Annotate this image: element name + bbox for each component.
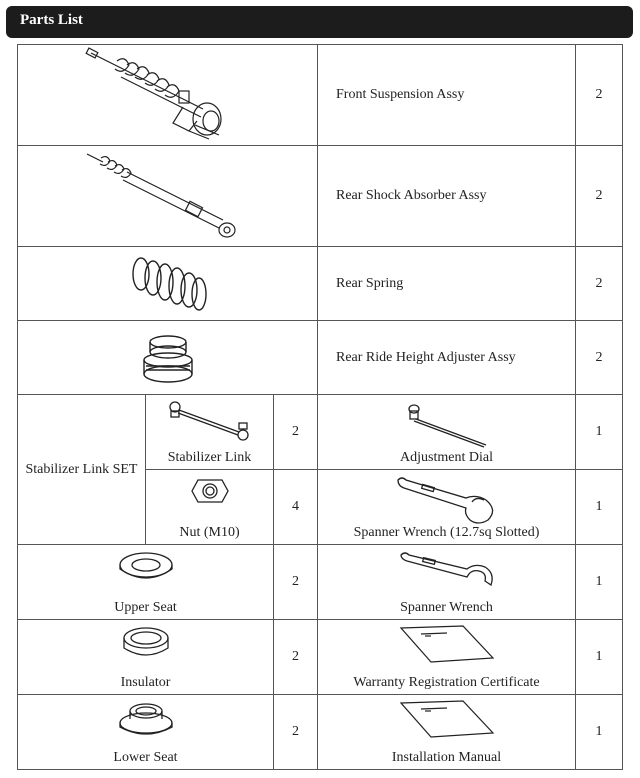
part-qty: 2 — [576, 45, 623, 146]
part-qty: 4 — [274, 470, 318, 545]
part-qty: 2 — [274, 695, 318, 770]
part-qty: 2 — [274, 395, 318, 470]
part-qty: 2 — [576, 321, 623, 395]
part-image-cell — [146, 395, 274, 470]
slotted-spanner-illustration — [392, 474, 502, 524]
part-qty: 1 — [576, 395, 623, 470]
rear-shock-illustration — [83, 148, 253, 244]
part-qty: 1 — [576, 695, 623, 770]
table-row — [18, 395, 623, 470]
nut-illustration — [190, 474, 230, 508]
page-title: Parts List — [20, 12, 83, 28]
part-qty: 2 — [576, 146, 623, 247]
part-image-cell — [18, 146, 318, 247]
part-name: Rear Shock Absorber Assy — [318, 146, 576, 247]
part-image-cell — [318, 620, 576, 695]
front-suspension-illustration — [83, 47, 253, 143]
part-image-cell — [18, 545, 274, 620]
part-name: Insulator — [120, 675, 171, 690]
part-qty: 1 — [576, 470, 623, 545]
part-qty: 1 — [576, 545, 623, 620]
table-row — [18, 45, 623, 146]
table-row — [18, 620, 623, 695]
upper-seat-illustration — [116, 549, 176, 585]
part-image-cell — [18, 45, 318, 146]
part-image-cell — [318, 470, 576, 545]
stabilizer-link-illustration — [165, 399, 255, 445]
part-qty: 2 — [576, 247, 623, 321]
part-name: Stabilizer Link — [167, 450, 252, 465]
part-name: Rear Ride Height Adjuster Assy — [318, 321, 576, 395]
insulator-illustration — [118, 624, 174, 662]
part-name: Upper Seat — [114, 600, 177, 615]
warranty-card-illustration — [397, 624, 497, 664]
part-name: Adjustment Dial — [400, 450, 493, 465]
part-image-cell — [18, 321, 318, 395]
part-image-cell — [18, 620, 274, 695]
parts-table — [17, 44, 623, 770]
part-name: Spanner Wrench (12.7sq Slotted) — [353, 525, 540, 540]
part-image-cell — [18, 247, 318, 321]
part-name: Installation Manual — [391, 750, 502, 765]
part-name: Front Suspension Assy — [318, 45, 576, 146]
part-image-cell — [318, 695, 576, 770]
table-row — [18, 247, 623, 321]
ride-height-adjuster-illustration — [128, 326, 208, 390]
part-image-cell — [318, 395, 576, 470]
table-row — [18, 545, 623, 620]
part-qty: 2 — [274, 545, 318, 620]
part-image-cell — [146, 470, 274, 545]
part-name: Warranty Registration Certificate — [353, 675, 540, 690]
part-name: Lower Seat — [113, 750, 178, 765]
table-row — [18, 695, 623, 770]
set-label: Stabilizer Link SET — [18, 395, 146, 545]
installation-manual-illustration — [397, 699, 497, 739]
table-row — [18, 321, 623, 395]
table-row — [18, 146, 623, 247]
lower-seat-illustration — [116, 699, 176, 739]
part-qty: 2 — [274, 620, 318, 695]
spanner-wrench-illustration — [397, 549, 497, 589]
parts-list-header — [6, 6, 633, 38]
part-image-cell — [18, 695, 274, 770]
part-name: Rear Spring — [318, 247, 576, 321]
part-name: Nut (M10) — [179, 525, 240, 540]
adjustment-dial-illustration — [402, 399, 492, 451]
part-image-cell — [318, 545, 576, 620]
rear-spring-illustration — [123, 252, 213, 316]
part-name: Spanner Wrench — [400, 600, 493, 615]
part-qty: 1 — [576, 620, 623, 695]
